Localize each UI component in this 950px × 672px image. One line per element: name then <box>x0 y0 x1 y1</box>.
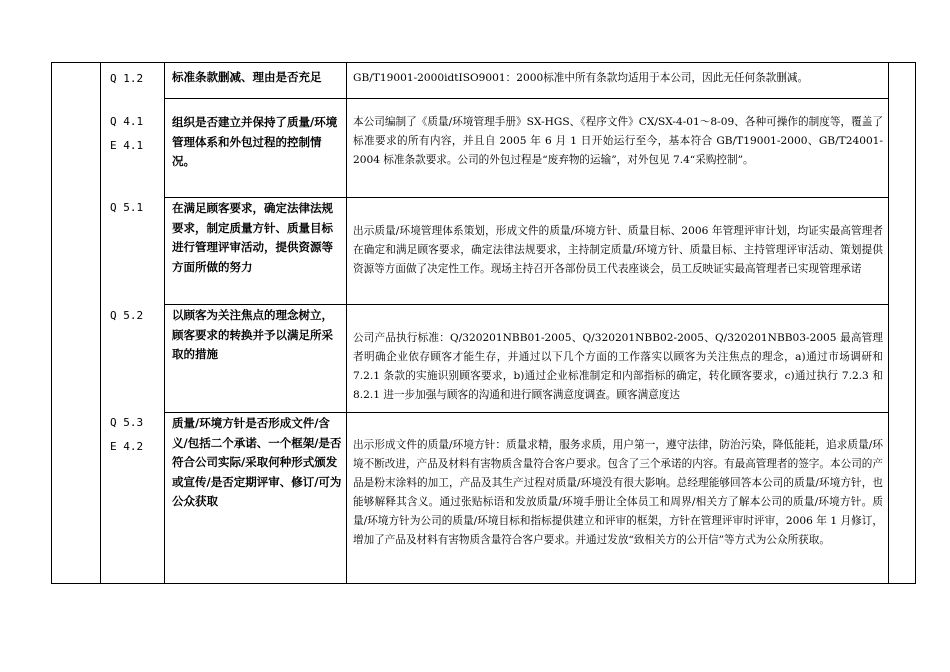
clause-code: Q 1.2 <box>110 72 144 85</box>
clause-code: Q 4.1 <box>110 115 144 128</box>
row-divider <box>164 197 888 198</box>
audit-question: 质量/环境方针是否形成文件/含义/包括二个承诺、一个框架/是否符合公司实际/采取何种形式颁发或宣传/是否定期评审、修订/可为公众获取 <box>172 416 342 508</box>
audit-evidence: 出示形成文件的质量/环境方针：质量求精，服务求质，用户第一，遵守法律，防治污染，降低能耗，追求质量/环境不断改进，产品及材料有害物质含量符合客户要求。包含了三个承诺的内容。有最高管理者的签字。本公司的产品是粉末涂料的加工，产品及其生产过程对质量/环境没有很大影响。总经理能够回答本公司的质量/环境方针，也能够解释其含义。通过张贴标语和发放质量/环境手册让全体员工和周界/相关方了解本公司的质量/环境方针。质量/环境方针为公司的质量/环境目标和指标提供建立和评审的框架，方针在管理评审时评审，2006 年 1 月修订，增加了产品及材料有害物质含量符合客户要求。并通过发放“致相关方的公开信”等方式为公众所获取。 <box>353 439 883 546</box>
clause-code-cell <box>110 304 162 328</box>
clause-code: Q 5.2 <box>110 309 144 322</box>
clause-code: E 4.2 <box>110 440 144 453</box>
audit-question: 在满足顾客要求，确定法律法规要求，制定质量方针、质量目标进行管理评审活动，提供资源等方面所做的努力 <box>172 201 333 274</box>
column-divider <box>51 62 52 584</box>
column-divider <box>888 62 889 584</box>
column-divider <box>346 62 347 584</box>
audit-question: 标准条款删减、理由是否充足 <box>172 70 322 84</box>
row-divider <box>164 304 888 305</box>
clause-code-cell <box>110 67 162 91</box>
audit-evidence: 出示质量/环境管理体系策划，形成文件的质量/环境方针、质量目标、2006 年管理评审计划，均证实最高管理者在确定和满足顾客要求，确定法律法规要求，主持制定质量/环境方针、质量目标、主持管理评审活动、策划提供资源等方面做了决定性工作。现场主持召开各部份员工代表座谈会，员工反映证实最高管理者已实现管理承诺 <box>353 225 883 275</box>
audit-evidence: GB/T19001-2000idtISO9001：2000标准中所有条款均适用于本公司，因此无任何条款删减。 <box>353 72 809 84</box>
clause-code-cell <box>110 110 162 158</box>
audit-question: 以顾客为关注焦点的理念树立，顾客要求的转换并予以满足所采取的措施 <box>172 308 333 361</box>
row-divider <box>164 98 888 99</box>
clause-code-cell <box>110 411 162 459</box>
audit-evidence: 本公司编制了《质量/环境管理手册》SX-HGS、《程序文件》CX/SX-4-01～8-09、各种可操作的制度等，覆盖了标准要求的所有内容，并且自 2005 年 6 月 1 日开始运行至今，基本符合 GB/T19001-2000、GB/T24001-2004 标准条款要求。公司的外包过程是“废弃物的运输”，对外包见 7.4“采购控制”。 <box>353 116 883 166</box>
column-divider <box>100 62 101 584</box>
clause-code: Q 5.3 <box>110 416 144 429</box>
clause-code-cell <box>110 196 162 220</box>
table-top-border <box>51 62 916 63</box>
row-divider <box>164 412 888 413</box>
table-bottom-border <box>51 583 916 584</box>
audit-evidence: 公司产品执行标准：Q/320201NBB01-2005、Q/320201NBB02-2005、Q/320201NBB03-2005 最高管理者明确企业依存顾客才能生存，并通过以下几个方面的工作落实以顾客为关注焦点的理念，a)通过市场调研和 7.2.1 条款的实施识别顾客要求，b)通过企业标准制定和内部指标的确定，转化顾客要求，c)通过执行 7.2.3 和 8.2.1 进一步加强与顾客的沟通和进行顾客满意度调查。顾客满意度达 <box>353 332 883 401</box>
clause-code: Q 5.1 <box>110 201 144 214</box>
clause-code: E 4.1 <box>110 139 144 152</box>
column-divider <box>164 62 165 584</box>
column-divider <box>915 62 916 584</box>
audit-question: 组织是否建立并保持了质量/环境管理体系和外包过程的控制情况。 <box>172 115 338 168</box>
